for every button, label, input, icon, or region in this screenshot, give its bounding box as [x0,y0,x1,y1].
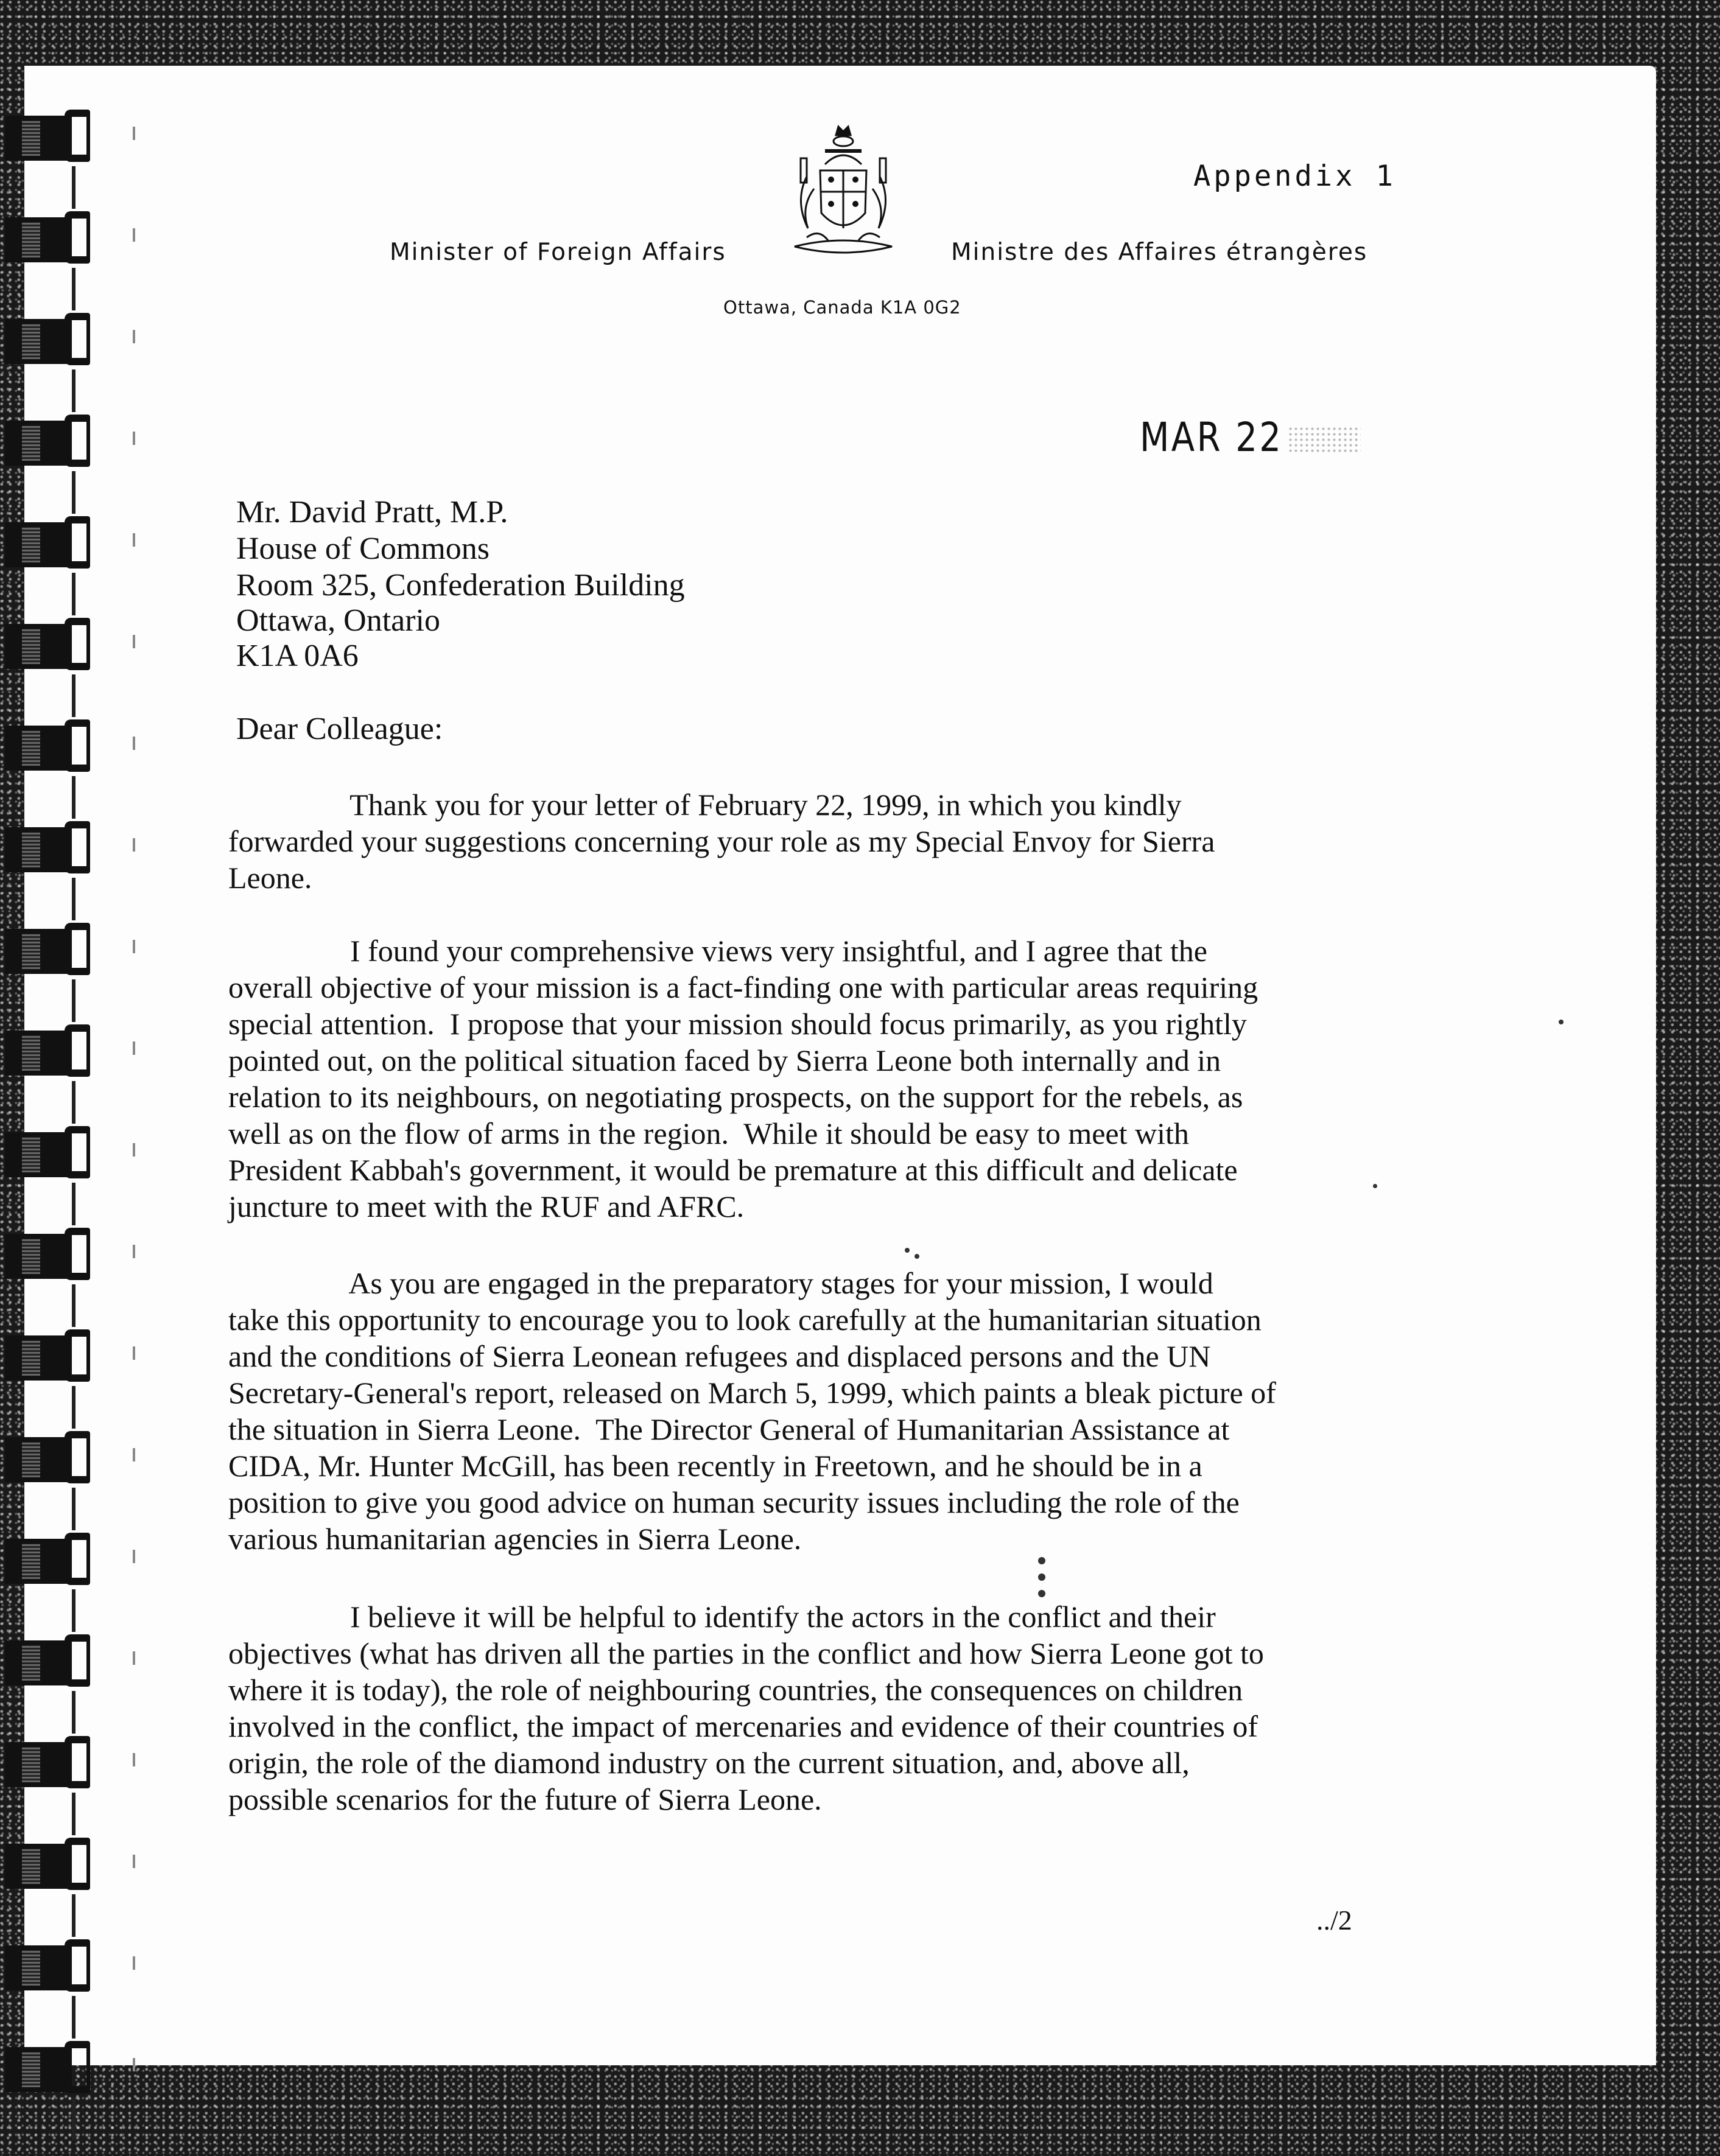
body-line: forwarded your suggestions concerning your role as my Special Envoy for Sierra [228,824,1215,858]
date-stamp: MAR 22 [1140,414,1283,461]
spiral-coil [5,814,127,881]
spiral-stem [72,471,75,514]
spiral-stem [72,1488,75,1530]
appendix-label: Appendix 1 [1193,159,1396,193]
spiral-coil [5,204,127,271]
scan-speck [1038,1590,1045,1597]
minister-en-heading: Minister of Foreign Affairs [390,239,726,266]
body-line: I believe it will be helpful to identify the actors in the conflict and their [228,1600,1216,1634]
body-line: where it is today), the role of neighbouring countries, the consequences on children [228,1673,1243,1707]
coat-of-arms-icon [782,122,904,268]
scan-speck [1373,1184,1377,1188]
body-line: President Kabbah's government, it would be premature at this difficult and delicate [228,1153,1238,1187]
continuation-page-ref: ../2 [1316,1905,1352,1936]
salutation: Dear Colleague: [236,712,443,746]
date-stamp-faded-year [1288,426,1361,453]
body-line: Leone. [228,861,312,895]
body-line: Thank you for your letter of February 22, 1999, in which you kindly [228,788,1182,822]
body-line: well as on the flow of arms in the region. While it should be easy to meet with [228,1116,1189,1150]
spiral-stem [72,1183,75,1225]
spiral-coil [5,306,127,373]
spiral-coil [5,611,127,677]
spiral-coil [5,1322,127,1389]
scan-speck [914,1254,919,1259]
spiral-coil [5,2034,127,2101]
spiral-coil [5,1017,127,1084]
body-line: and the conditions of Sierra Leonean refugees and displaced persons and the UN [228,1339,1211,1373]
spiral-coil [5,1525,127,1592]
spiral-coil [5,1932,127,1999]
spiral-stem [72,1691,75,1734]
spiral-stem [72,878,75,920]
body-line: involved in the conflict, the impact of mercenaries and evidence of their countries of [228,1709,1258,1743]
spiral-coil [5,712,127,779]
body-line: pointed out, on the political situation faced by Sierra Leone both internally and in [228,1043,1221,1077]
spiral-binding [0,66,140,2135]
body-line: objectives (what has driven all the parties in the conflict and how Sierra Leone got to [228,1636,1264,1670]
body-line: As you are engaged in the preparatory stages for your mission, I would [228,1266,1213,1300]
spiral-stem [72,1996,75,2039]
scan-speck [1038,1573,1045,1581]
body-line: origin, the role of the diamond industry on the current situation, and, above all, [228,1746,1190,1780]
spiral-coil [5,102,127,169]
recipient-line: House of Commons [236,531,490,566]
body-line: CIDA, Mr. Hunter McGill, has been recently in Freetown, and he should be in a [228,1449,1202,1483]
spiral-coil [5,1729,127,1796]
body-line: various humanitarian agencies in Sierra Leone. [228,1522,802,1556]
spiral-stem [72,674,75,717]
recipient-line: Ottawa, Ontario [236,603,441,638]
spiral-coil [5,407,127,474]
spiral-stem [72,1894,75,1937]
spiral-coil [5,1424,127,1491]
body-line: Secretary-General's report, released on March 5, 1999, which paints a bleak picture of [228,1376,1276,1410]
spiral-stem [72,2098,75,2140]
spiral-coil [5,1220,127,1287]
recipient-line: Mr. David Pratt, M.P. [236,495,508,530]
body-line: take this opportunity to encourage you to look carefully at the humanitarian situation [228,1303,1262,1337]
spiral-stem [72,979,75,1022]
body-line: possible scenarios for the future of Sierra Leone. [228,1782,822,1816]
spiral-stem [72,776,75,819]
spiral-stem [72,1386,75,1429]
spiral-coil [5,1119,127,1186]
scan-speck [905,1248,910,1253]
spiral-stem [72,369,75,412]
spiral-coil [5,915,127,982]
spiral-stem [72,1793,75,1835]
spiral-stem [72,166,75,209]
spiral-coil [5,1627,127,1694]
minister-fr-heading: Ministre des Affaires étrangères [951,239,1368,266]
body-line: I found your comprehensive views very insightful, and I agree that the [228,934,1207,968]
spiral-coil [5,1830,127,1897]
scan-speck [1559,1020,1564,1024]
spiral-stem [72,268,75,310]
body-line: overall objective of your mission is a fact-finding one with particular areas requiring [228,970,1258,1004]
spiral-stem [72,1284,75,1327]
body-line: position to give you good advice on human security issues including the role of the [228,1485,1240,1519]
scan-speck [1038,1557,1045,1564]
body-line: relation to its neighbours, on negotiating prospects, on the support for the rebels, as [228,1080,1243,1114]
spiral-coil [5,509,127,576]
spiral-stem [72,1589,75,1632]
recipient-line: Room 325, Confederation Building [236,568,685,603]
spiral-stem [72,1081,75,1124]
body-line: special attention. I propose that your mission should focus primarily, as you rightly [228,1007,1247,1041]
spiral-stem [72,573,75,615]
recipient-line: K1A 0A6 [236,639,359,673]
body-line: the situation in Sierra Leone. The Director General of Humanitarian Assistance at [228,1412,1230,1446]
body-line: juncture to meet with the RUF and AFRC. [228,1189,745,1223]
letterhead-address: Ottawa, Canada K1A 0G2 [723,297,961,318]
